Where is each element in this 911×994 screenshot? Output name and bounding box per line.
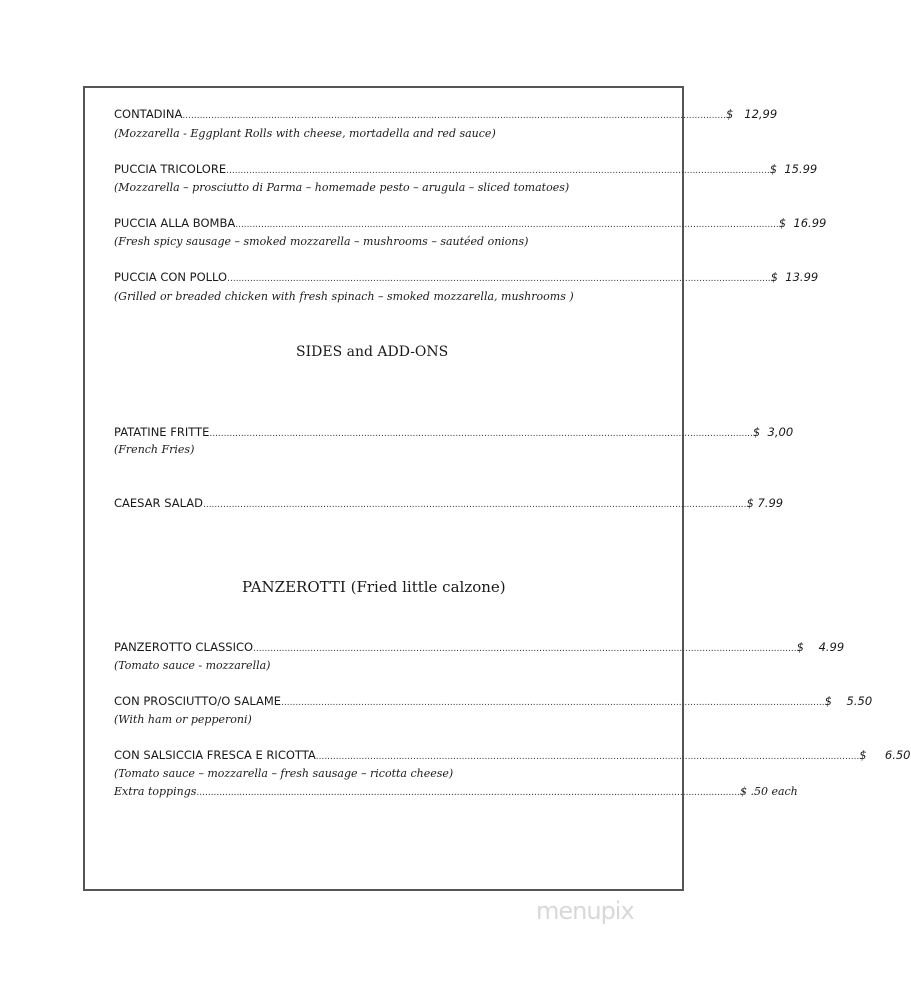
item-name: CON PROSCIUTTO/O SALAME	[114, 694, 282, 708]
extra-toppings-label: Extra toppings	[114, 785, 197, 798]
extra-toppings-line	[114, 785, 798, 800]
item-name: PANZEROTTO CLASSICO	[114, 640, 254, 654]
item-price: $ 3,00	[752, 425, 794, 439]
menu-item-caesar-salad	[114, 496, 784, 512]
item-name: CONTADINA	[114, 107, 183, 121]
item-price: $ 13.99	[770, 270, 819, 284]
menu-item-puccia-con-pollo	[114, 270, 819, 286]
leader-dots: ..............................................................................................................................................................................................	[202, 500, 747, 510]
item-name: PUCCIA ALLA BOMBA	[114, 216, 236, 230]
menu-item-patatine-fritte	[114, 425, 794, 441]
item-description: (Tomato sauce – mozzarella – fresh sausage – ricotta cheese)	[114, 767, 454, 780]
item-description: (Mozzarella – prosciutto di Parma – homemade pesto – arugula – sliced tomatoes)	[114, 181, 570, 194]
leader-dots: ..............................................................................................................................................................................................	[253, 644, 797, 654]
menu-item-panzerotto-classico	[114, 640, 845, 656]
item-name: CON SALSICCIA FRESCA E RICOTTA	[114, 748, 316, 762]
leader-dots: ..............................................................................................................................................................................................	[182, 111, 726, 121]
item-price: $ 15.99	[769, 162, 818, 176]
menu-item-con-salsiccia-fresca-e-ricotta	[114, 748, 911, 764]
item-price: $ 16.99	[778, 216, 827, 230]
item-name: PUCCIA CON POLLO	[114, 270, 228, 284]
item-description: (French Fries)	[114, 443, 195, 456]
watermark-logo: menupix	[536, 897, 634, 925]
leader-dots: ..............................................................................................................................................................................................	[281, 698, 825, 708]
leader-dots: ..............................................................................................................................................................................................	[235, 220, 779, 230]
section-heading-panzerotti: PANZEROTTI (Fried little calzone)	[242, 578, 506, 596]
menu-item-con-prosciutto-o-salame	[114, 694, 873, 710]
menu-item-puccia-alla-bomba	[114, 216, 827, 232]
item-name: PUCCIA TRICOLORE	[114, 162, 227, 176]
item-name: PATATINE FRITTE	[114, 425, 210, 439]
item-name: CAESAR SALAD	[114, 496, 203, 510]
item-price: $ 5.50	[824, 694, 873, 708]
item-price: $ 4.99	[796, 640, 845, 654]
extra-toppings-price: $ .50 each	[739, 785, 798, 798]
leader-dots: ..............................................................................................................................................................................................	[315, 752, 860, 762]
item-price: $ 6.50	[859, 748, 911, 762]
item-price: $ 7.99	[746, 496, 784, 510]
menu-item-contadina	[114, 107, 778, 123]
item-description: (Grilled or breaded chicken with fresh spinach – smoked mozzarella, mushrooms )	[114, 290, 574, 303]
leader-dots: ..............................................................................................................................................................................................	[226, 166, 770, 176]
item-description: (Fresh spicy sausage – smoked mozzarella – mushrooms – sautéed onions)	[114, 235, 529, 248]
item-description: (Tomato sauce - mozzarella)	[114, 659, 271, 672]
leader-dots: ..............................................................................................................................................................................................	[227, 274, 771, 284]
item-description: (With ham or pepperoni)	[114, 713, 252, 726]
item-description: (Mozzarella - Eggplant Rolls with cheese, mortadella and red sauce)	[114, 127, 496, 140]
section-heading-sides: SIDES and ADD-ONS	[296, 344, 449, 360]
item-price: $ 12,99	[725, 107, 778, 121]
leader-dots: ..............................................................................................................................................................................................	[209, 429, 753, 439]
menu-item-puccia-tricolore	[114, 162, 818, 178]
leader-dots: ..............................................................................................................................................................................................	[196, 788, 740, 798]
